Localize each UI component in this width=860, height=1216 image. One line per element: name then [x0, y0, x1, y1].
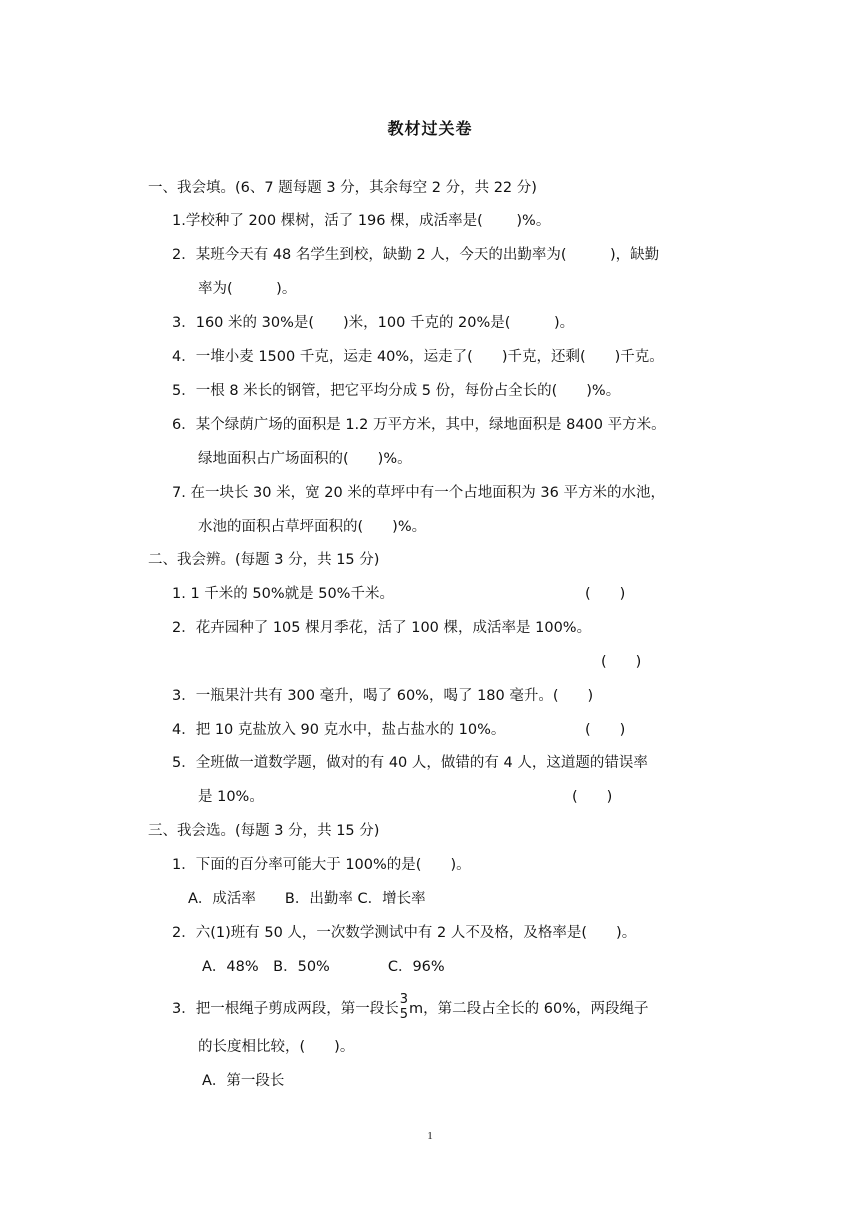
s2-question-2: 2．花卉园种了 105 棵月季花，活了 100 棵，成活率是 100%。 — [172, 620, 592, 636]
s1-question-1: 1.学校种了 200 棵树，活了 196 棵，成活率是( )%。 — [172, 213, 551, 229]
s2-question-5: 5．全班做一道数学题，做对的有 40 人，做错的有 4 人，这道题的错误率 — [172, 755, 648, 771]
s3-question-1-options: A．成活率 B．出勤率 C．增长率 — [188, 891, 426, 907]
section-2-heading: 二、我会辨。(每题 3 分，共 15 分) — [148, 552, 380, 568]
section-3-heading: 三、我会选。(每题 3 分，共 15 分) — [148, 823, 380, 839]
s1-question-2: 2．某班今天有 48 名学生到校，缺勤 2 人，今天的出勤率为( )，缺勤 — [172, 247, 660, 263]
s2-question-1-answer-bracket: ( ) — [585, 586, 626, 602]
section-1-heading: 一、我会填。(6、7 题每题 3 分，其余每空 2 分，共 22 分) — [148, 180, 537, 196]
page-number: 1 — [427, 1130, 433, 1142]
fraction-three-fifths — [400, 992, 408, 1022]
s2-question-5-answer-bracket: ( ) — [572, 789, 613, 805]
s3-question-2: 2．六(1)班有 50 人，一次数学测试中有 2 人不及格，及格率是( )。 — [172, 925, 637, 941]
fraction-denominator: 5 — [399, 1007, 409, 1022]
s3-question-3-text-start: 3．把一根绳子剪成两段，第一段长 — [172, 1001, 399, 1017]
fraction-numerator: 3 — [399, 992, 409, 1007]
s3-question-3 — [172, 994, 648, 1024]
s2-question-1: 1. 1 千米的 50%就是 50%千米。 — [172, 586, 394, 602]
s3-question-1: 1．下面的百分率可能大于 100%的是( )。 — [172, 857, 471, 873]
s3-question-3-text-end: m，第二段占全长的 60%，两段绳子 — [409, 1001, 649, 1017]
s1-question-5: 5．一根 8 米长的钢管，把它平均分成 5 份，每份占全长的( )%。 — [172, 383, 621, 399]
s1-question-7: 7. 在一块长 30 米，宽 20 米的草坪中有一个占地面积为 36 平方米的水池， — [172, 485, 665, 501]
s1-question-3: 3．160 米的 30%是( )米，100 千克的 20%是( )。 — [172, 315, 575, 331]
s1-question-2-cont: 率为( )。 — [198, 281, 297, 297]
s2-question-2-answer-bracket: ( ) — [601, 654, 642, 670]
s2-question-5-cont: 是 10%。 — [198, 789, 264, 805]
s1-question-4: 4．一堆小麦 1500 千克，运走 40%，运走了( )千克，还剩( )千克。 — [172, 349, 664, 365]
s2-question-3: 3．一瓶果汁共有 300 毫升，喝了 60%，喝了 180 毫升。( ) — [172, 688, 594, 704]
s1-question-6-cont: 绿地面积占广场面积的( )%。 — [198, 451, 412, 467]
s3-question-2-options: A．48% B．50% C．96% — [202, 959, 445, 975]
s2-question-4: 4．把 10 克盐放入 90 克水中，盐占盐水的 10%。 — [172, 722, 506, 738]
s3-question-3-cont: 的长度相比较，( )。 — [198, 1039, 355, 1055]
page-title: 教材过关卷 — [387, 119, 473, 138]
s2-question-4-answer-bracket: ( ) — [585, 722, 626, 738]
s3-question-3-option-a: A．第一段长 — [202, 1073, 285, 1089]
s1-question-6: 6．某个绿荫广场的面积是 1.2 万平方米，其中，绿地面积是 8400 平方米。 — [172, 417, 666, 433]
s1-question-7-cont: 水池的面积占草坪面积的( )%。 — [198, 519, 427, 535]
